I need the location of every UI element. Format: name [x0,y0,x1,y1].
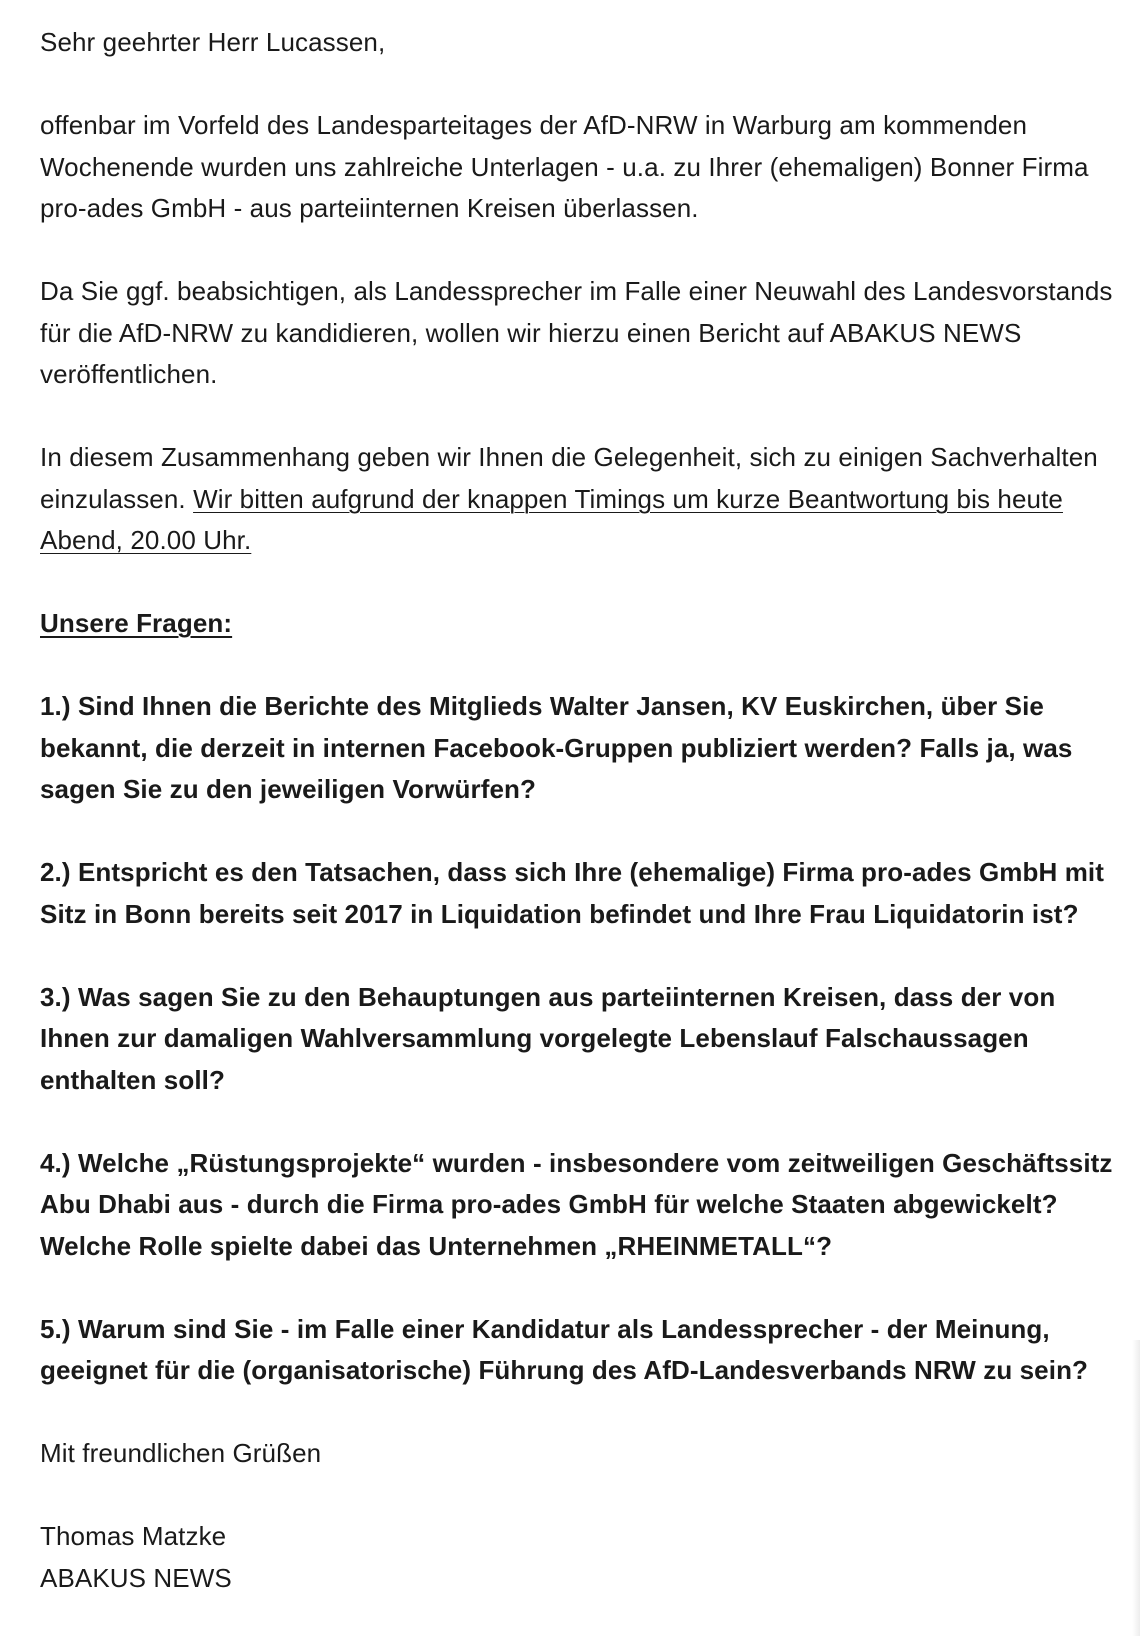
email-closing: Mit freundlichen Grüßen [40,1438,322,1468]
email-body [40,22,1120,1599]
question-3: 3.) Was sagen Sie zu den Behauptungen aus parteiinternen Kreisen, dass der von Ihnen zur damaligen Wahlversammlung vorgelegte Lebenslauf Falschaussagen enthalten soll? [40,981,1056,1095]
question-4: 4.) Welche „Rüstungsprojekte“ wurden - insbesondere vom zeitweiligen Geschäftssitz Abu Dhabi aus - durch die Firma pro-ades GmbH für welche Staaten abgewickelt? Welche Rolle spielte dabei das Unternehmen „RHEINMETALL“? [40,1147,1113,1261]
signature-name: Thomas Matzke [40,1521,227,1551]
email-paragraph-report: Da Sie ggf. beabsichtigen, als Landessprecher im Falle einer Neuwahl des Landesvorstands für die AfD-NRW zu kandidieren, wollen wir hierzu einen Bericht auf ABAKUS NEWS veröffentlichen. [40,276,1113,389]
deadline-request-text: Wir bitten aufgrund der knappen Timings um kurze Beantwortung bis heute Abend, 20.00 Uhr. [40,483,1063,555]
deadline-intro-text: In diesem Zusammenhang geben wir Ihnen die Gelegenheit, sich zu einigen Sachverhalten einzulassen. [40,442,1098,514]
email-salutation: Sehr geehrter Herr Lucassen, [40,27,386,57]
email-signature [40,1516,1120,1599]
scroll-edge-shadow [1132,1340,1140,1636]
email-paragraph-deadline [40,437,1120,562]
questions-heading: Unsere Fragen: [40,608,233,638]
questions-heading-para [40,603,1120,645]
question-5: 5.) Warum sind Sie - im Falle einer Kandidatur als Landessprecher - der Meinung, geeignet für die (organisatorische) Führung des AfD-Landesverbands NRW zu sein? [40,1313,1089,1385]
question-1: 1.) Sind Ihnen die Berichte des Mitglieds Walter Jansen, KV Euskirchen, über Sie bekannt, die derzeit in internen Facebook-Gruppen publiziert werden? Falls ja, was sagen Sie zu den jeweiligen Vorwürfen? [40,691,1073,804]
signature-organization: ABAKUS NEWS [40,1562,232,1593]
question-2: 2.) Entspricht es den Tatsachen, dass sich Ihre (ehemalige) Firma pro-ades GmbH mit Sitz in Bonn bereits seit 2017 in Liquidation befindet und Ihre Frau Liquidatorin ist? [40,857,1104,929]
email-paragraph-intro: offenbar im Vorfeld des Landesparteitages der AfD-NRW in Warburg am kommenden Wochenende wurden uns zahlreiche Unterlagen - u.a. zu Ihrer (ehemaligen) Bonner Firma pro-ades GmbH - aus parteiinternen Kreisen überlassen. [40,110,1089,223]
